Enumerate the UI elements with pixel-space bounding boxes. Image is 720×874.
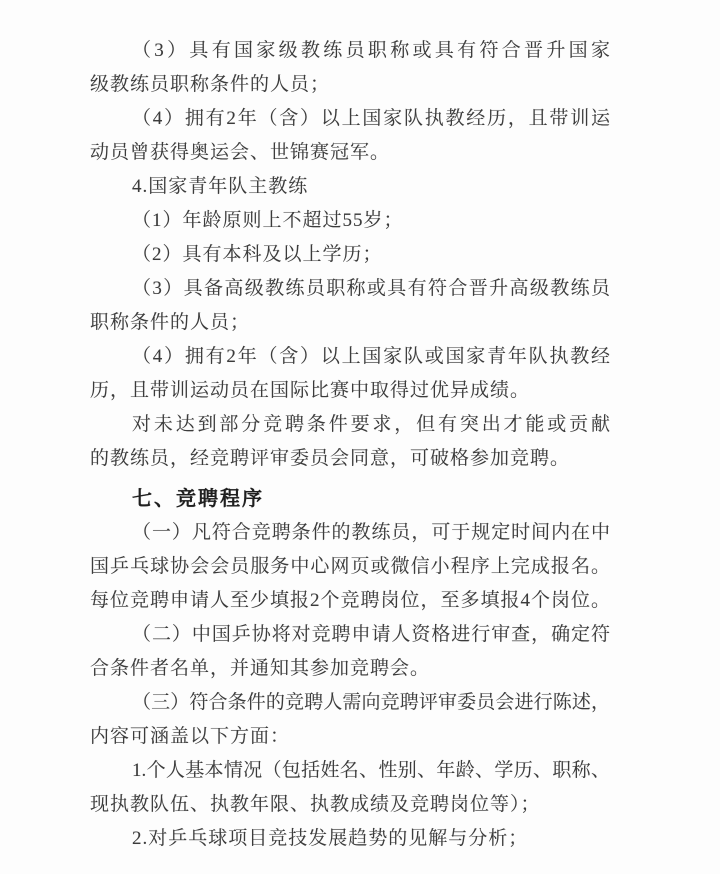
text-line: 现执教队伍、执教年限、执教成绩及竞聘岗位等）； — [90, 794, 541, 815]
text-line: （3）具有国家级教练员职称或具有符合晋升国家 — [132, 40, 610, 61]
text-line: （二）中国乒协将对竞聘申请人资格进行审查，确定符 — [132, 624, 610, 645]
text-line: （一）凡符合竞聘条件的教练员，可于规定时间内在中 — [132, 522, 610, 543]
text-line: （4）拥有2年（含）以上国家队或国家青年队执教经 — [132, 346, 610, 367]
text-line: 4.国家青年队主教练 — [132, 176, 309, 197]
text-line: 对未达到部分竞聘条件要求，但有突出才能或贡献 — [132, 414, 610, 435]
text-line: 职称条件的人员； — [90, 312, 251, 333]
text-line: （1）年龄原则上不超过55岁； — [132, 210, 404, 231]
text-line: 级教练员职称条件的人员； — [90, 74, 331, 95]
text-line: （3）具备高级教练员职称或具有符合晋升高级教练员 — [132, 278, 610, 299]
text-line: 内容可涵盖以下方面： — [90, 726, 291, 747]
text-line: （2）具有本科及以上学历； — [132, 244, 383, 265]
document-body — [90, 34, 610, 856]
text-line: 2.对乒乓球项目竞技发展趋势的见解与分析； — [132, 828, 529, 849]
text-line: 每位竞聘申请人至少填报2个竞聘岗位，至多填报4个岗位。 — [90, 590, 610, 611]
text-line: 国乒乓球协会会员服务中心网页或微信小程序上完成报名。 — [90, 556, 610, 577]
text-line: （三）符合条件的竞聘人需向竞聘评审委员会进行陈述， — [132, 692, 610, 713]
text-line: 动员曾获得奥运会、世锦赛冠军。 — [90, 142, 391, 163]
text-line: 合条件者名单，并通知其参加竞聘会。 — [90, 658, 431, 679]
text-line: 1.个人基本情况（包括姓名、性别、年龄、学历、职称、 — [132, 760, 610, 781]
section-heading: 七、竞聘程序 — [132, 488, 264, 510]
text-line: 的教练员，经竞聘评审委员会同意，可破格参加竞聘。 — [90, 448, 571, 469]
text-line: （4）拥有2年（含）以上国家队执教经历，且带训运 — [132, 108, 610, 129]
text-line: 历，且带训运动员在国际比赛中取得过优异成绩。 — [90, 380, 531, 401]
